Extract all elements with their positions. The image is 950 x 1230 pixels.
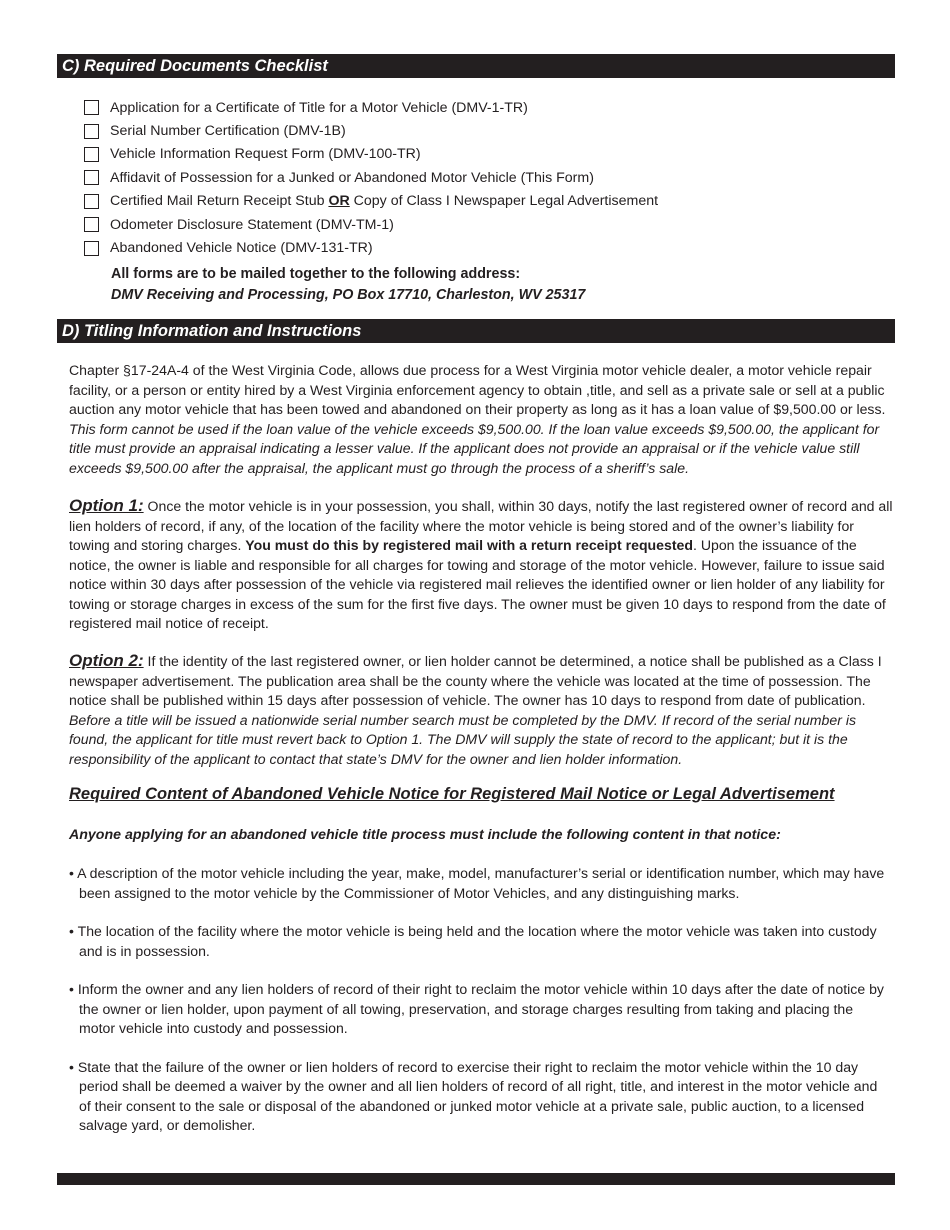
option-2-text: If the identity of the last registered owner, or lien holder cannot be determined, a notice shall be published as a Class I newspaper advertisement. The publication area shall be the county where the vehicle was located at the time of possession. The notice shall be published within 15 days after possession of vehicle. The owner has 10 days to respond from date of publication. (69, 653, 882, 708)
required-content-subheading: Anyone applying for an abandoned vehicle title process must include the following content in that notice: (69, 827, 781, 843)
checkbox-affidavit[interactable] (84, 170, 99, 185)
list-item: • Inform the owner and any lien holders of record of their right to reclaim the motor vehicle within 10 days after the date of notice by the owner or lien holder, upon payment of all towing, preservation, and storage charges resulting from taking and placing the motor vehicle into custody and possession. (69, 981, 884, 1036)
option-1-text: Once the motor vehicle is in your possession, you shall, within 30 days, notify the last registered owner of record and all lien holders of record, if any, of the location of the facility where the motor vehicle is being stored and of the owner’s liability for towing and storing charges. (69, 498, 893, 553)
option-2-title: Option 2: (69, 651, 144, 670)
label-or-emphasis: OR (328, 193, 350, 210)
checklist-item-label: Vehicle Information Request Form (DMV-100-TR) (110, 146, 421, 163)
list-item: • State that the failure of the owner or lien holders of record to exercise their right to reclaim the motor vehicle within the 10 day period shall be deemed a waiver by the owner and all lien holders of record of all right, title, and interest in the motor vehicle and of their consent to the sale or disposal of the abandoned or junked motor vehicle at a private sale, public auction, to a licensed salvage yard, or demolisher. (69, 1058, 878, 1133)
intro-text: Chapter §17-24A-4 of the West Virginia Code, allows due process for a West Virginia motor vehicle dealer, a motor vehicle repair facility, or a person or entity hired by a West Virginia enforcement agency to obtain ,title, and sell as a private sale or sell at a public auction any motor vehicle that has been towed and abandoned on their property as long as it has a loan value of $9,500.00 or less. (69, 362, 886, 417)
list-item: • A description of the motor vehicle including the year, make, model, manufacturer’s serial or identification number, which may have been assigned to the motor vehicle by the Commissioner of Motor Vehicles, and any distinguishing marks. (69, 865, 885, 901)
label-part: Copy of Class I Newspaper Legal Advertisement (349, 193, 659, 210)
checkbox-dmv-tm-1[interactable] (84, 217, 99, 232)
option-1-title: Option 1: (69, 496, 144, 515)
checklist-item (84, 213, 884, 236)
checklist-item (84, 166, 884, 189)
checkbox-dmv-100-tr[interactable] (84, 147, 99, 162)
required-documents-checklist (84, 96, 884, 260)
checklist-item (84, 96, 884, 119)
section-c-header: C) Required Documents Checklist (57, 54, 895, 78)
option-1-paragraph (69, 496, 897, 634)
mail-instruction: All forms are to be mailed together to the following address: (111, 266, 521, 282)
list-item: • The location of the facility where the motor vehicle is being held and the location where the motor vehicle was taken into custody and is in possession. (69, 923, 877, 959)
section-d-header: D) Titling Information and Instructions (57, 319, 895, 343)
checkbox-dmv-131-tr[interactable] (84, 241, 99, 256)
mail-address: DMV Receiving and Processing, PO Box 17710, Charleston, WV 25317 (111, 287, 586, 303)
checklist-item-label: Affidavit of Possession for a Junked or Abandoned Motor Vehicle (This Form) (110, 169, 594, 186)
checklist-item-label: Application for a Certificate of Title for a Motor Vehicle (DMV-1-TR) (110, 99, 528, 116)
intro-italic-text: This form cannot be used if the loan value of the vehicle exceeds $9,500.00. If the loan value exceeds $9,500.00, the applicant for title must provide an appraisal indicating a lesser value. If the applicant does not provide an appraisal or if the vehicle value still exceeds $9,500.00 after the appraisal, the applicant must go through the process of a sheriff’s sale. (69, 420, 880, 476)
intro-paragraph (69, 361, 897, 478)
checklist-item-label (110, 193, 658, 209)
checklist-item-label: Serial Number Certification (DMV-1B) (110, 123, 346, 140)
required-content-list (69, 864, 889, 1155)
checklist-item (84, 143, 884, 166)
option-2-italic-text: Before a title will be issued a nationwide serial number search must be completed by the DMV. If record of the serial number is found, the applicant for title must revert back to Option 1. The DMV will supply the state of record to the applicant; but it is the responsibility of the applicant to contact that state’s DMV for the owner and lien holder information. (69, 711, 857, 767)
option-1-text-continued: . Upon the issuance of the notice, the owner is liable and responsible for all charges for towing and storage of the motor vehicle. However, failure to issue said notice within 30 days after possession of the vehicle via registered mail relieves the identified owner or lien holder of any liability for towing or storage charges in excess of the sum for the first five days. The owner must be given 10 days to respond from the date of registered mail notice of receipt. (69, 537, 886, 631)
option-1-bold-text: You must do this by registered mail with a return receipt requested (245, 537, 693, 553)
checklist-item-label: Odometer Disclosure Statement (DMV-TM-1) (110, 216, 394, 233)
checklist-item (84, 236, 884, 259)
checkbox-mail-receipt[interactable] (84, 194, 99, 209)
checklist-item (84, 119, 884, 142)
checklist-item-label: Abandoned Vehicle Notice (DMV-131-TR) (110, 240, 373, 257)
checkbox-dmv-1-tr[interactable] (84, 100, 99, 115)
required-content-heading: Required Content of Abandoned Vehicle Notice for Registered Mail Notice or Legal Advertisement (69, 785, 835, 803)
footer-rule (57, 1173, 895, 1185)
option-2-paragraph (69, 651, 897, 769)
mailing-instructions (111, 264, 585, 306)
checkbox-dmv-1b[interactable] (84, 124, 99, 139)
label-part: Certified Mail Return Receipt Stub (110, 193, 329, 210)
checklist-item (84, 190, 884, 213)
